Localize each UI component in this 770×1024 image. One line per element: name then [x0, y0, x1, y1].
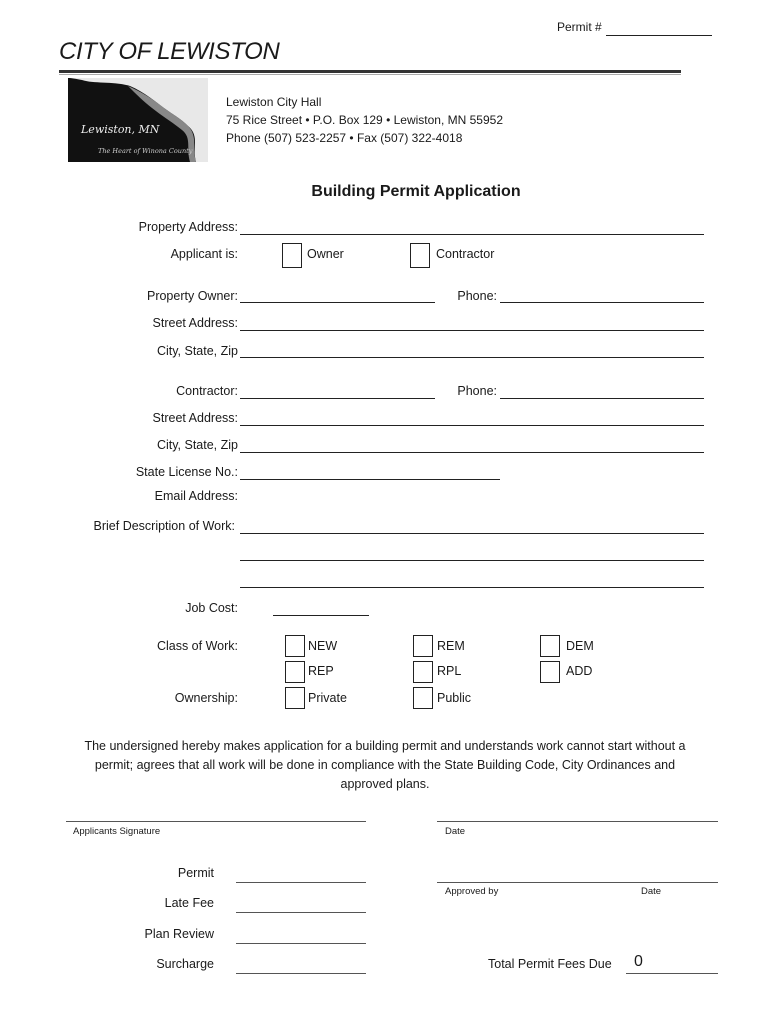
property-owner-field[interactable]: [240, 302, 435, 303]
job-cost-field[interactable]: [273, 615, 369, 616]
label-applicant-is: Applicant is:: [170, 247, 238, 261]
owner-city-state-zip-field[interactable]: [240, 357, 704, 358]
approved-by-label: Approved by: [445, 886, 499, 897]
public-option-label: Public: [437, 691, 472, 705]
contractor-phone-field[interactable]: [500, 398, 704, 399]
address-line-3: Phone (507) 523-2257 • Fax (507) 322-4018: [226, 131, 463, 145]
contractor-street-address-field[interactable]: [240, 425, 704, 426]
header-rule: [59, 70, 681, 73]
label-ownership: Ownership:: [174, 691, 238, 705]
logo-name: Lewiston, MN: [81, 123, 160, 136]
city-title: CITY OF LEWISTON: [59, 38, 280, 65]
label-class-of-work: Class of Work:: [156, 639, 238, 653]
add-option-label: ADD: [566, 664, 593, 678]
total-fees-value[interactable]: 0: [634, 953, 643, 970]
new-checkbox[interactable]: [285, 635, 305, 657]
rep-option-label: REP: [308, 664, 334, 678]
logo-tagline: The Heart of Winona County: [98, 147, 193, 155]
label-late-fee: Late Fee: [164, 896, 214, 910]
surcharge-field[interactable]: [236, 973, 366, 974]
address-line-2: 75 Rice Street • P.O. Box 129 • Lewiston, MN 55952: [226, 113, 503, 127]
header-rule-shadow: [59, 74, 681, 75]
rpl-checkbox[interactable]: [413, 661, 433, 683]
late-fee-field[interactable]: [236, 912, 366, 913]
total-fees-line: [626, 973, 718, 974]
form-title: Building Permit Application: [311, 183, 521, 200]
signature-date-label: Date: [445, 826, 466, 837]
plan-review-field[interactable]: [236, 943, 366, 944]
label-email-address: Email Address:: [154, 489, 238, 503]
label-job-cost: Job Cost:: [185, 601, 238, 615]
dem-option-label: DEM: [566, 639, 594, 653]
label-contractor-phone: Phone:: [457, 384, 497, 398]
private-option-label: Private: [308, 691, 347, 705]
applicant-signature-line[interactable]: [66, 821, 366, 822]
label-owner-phone: Phone:: [457, 289, 497, 303]
approved-by-line[interactable]: [437, 882, 718, 883]
description-field-line-1[interactable]: [240, 533, 704, 534]
description-field-line-2[interactable]: [240, 560, 704, 561]
label-state-license: State License No.:: [135, 465, 238, 479]
permit-number-field[interactable]: [606, 21, 712, 36]
owner-checkbox[interactable]: [282, 243, 302, 268]
add-checkbox[interactable]: [540, 661, 560, 683]
contractor-city-state-zip-field[interactable]: [240, 452, 704, 453]
label-plan-review: Plan Review: [144, 927, 214, 941]
contractor-checkbox[interactable]: [410, 243, 430, 268]
dem-checkbox[interactable]: [540, 635, 560, 657]
private-checkbox[interactable]: [285, 687, 305, 709]
agreement-statement: The undersigned hereby makes application for a building permit and understands work cannot start without a permit; agrees that all work will be done in compliance with the State Building Code, City Ordinances and approved plans.: [84, 739, 686, 791]
description-field-line-3[interactable]: [240, 587, 704, 588]
rpl-option-label: RPL: [437, 664, 462, 678]
label-contractor: Contractor:: [176, 384, 238, 398]
property-address-field[interactable]: [240, 234, 704, 235]
city-logo: [68, 78, 208, 162]
label-property-owner: Property Owner:: [146, 289, 238, 303]
owner-phone-field[interactable]: [500, 302, 704, 303]
state-license-field[interactable]: [240, 479, 500, 480]
label-contractor-street-address: Street Address:: [152, 411, 238, 425]
label-contractor-city-state-zip: City, State, Zip: [156, 438, 238, 452]
total-fees-label: Total Permit Fees Due: [488, 957, 612, 971]
label-owner-city-state-zip: City, State, Zip: [156, 344, 238, 358]
signature-date-line[interactable]: [437, 821, 718, 822]
contractor-option-label: Contractor: [436, 247, 495, 261]
owner-street-address-field[interactable]: [240, 330, 704, 331]
label-property-address: Property Address:: [138, 220, 238, 234]
label-brief-description: Brief Description of Work:: [93, 519, 235, 533]
rem-option-label: REM: [437, 639, 465, 653]
label-surcharge: Surcharge: [156, 957, 214, 971]
address-line-1: Lewiston City Hall: [226, 95, 322, 109]
approved-date-label: Date: [641, 886, 662, 897]
rep-checkbox[interactable]: [285, 661, 305, 683]
permit-number-label: Permit #: [557, 20, 602, 34]
label-owner-street-address: Street Address:: [152, 316, 238, 330]
contractor-field[interactable]: [240, 398, 435, 399]
public-checkbox[interactable]: [413, 687, 433, 709]
applicant-signature-label: Applicants Signature: [73, 826, 161, 837]
owner-option-label: Owner: [307, 247, 344, 261]
rem-checkbox[interactable]: [413, 635, 433, 657]
permit-fee-field[interactable]: [236, 882, 366, 883]
label-permit-fee: Permit: [177, 866, 214, 880]
new-option-label: NEW: [308, 639, 338, 653]
